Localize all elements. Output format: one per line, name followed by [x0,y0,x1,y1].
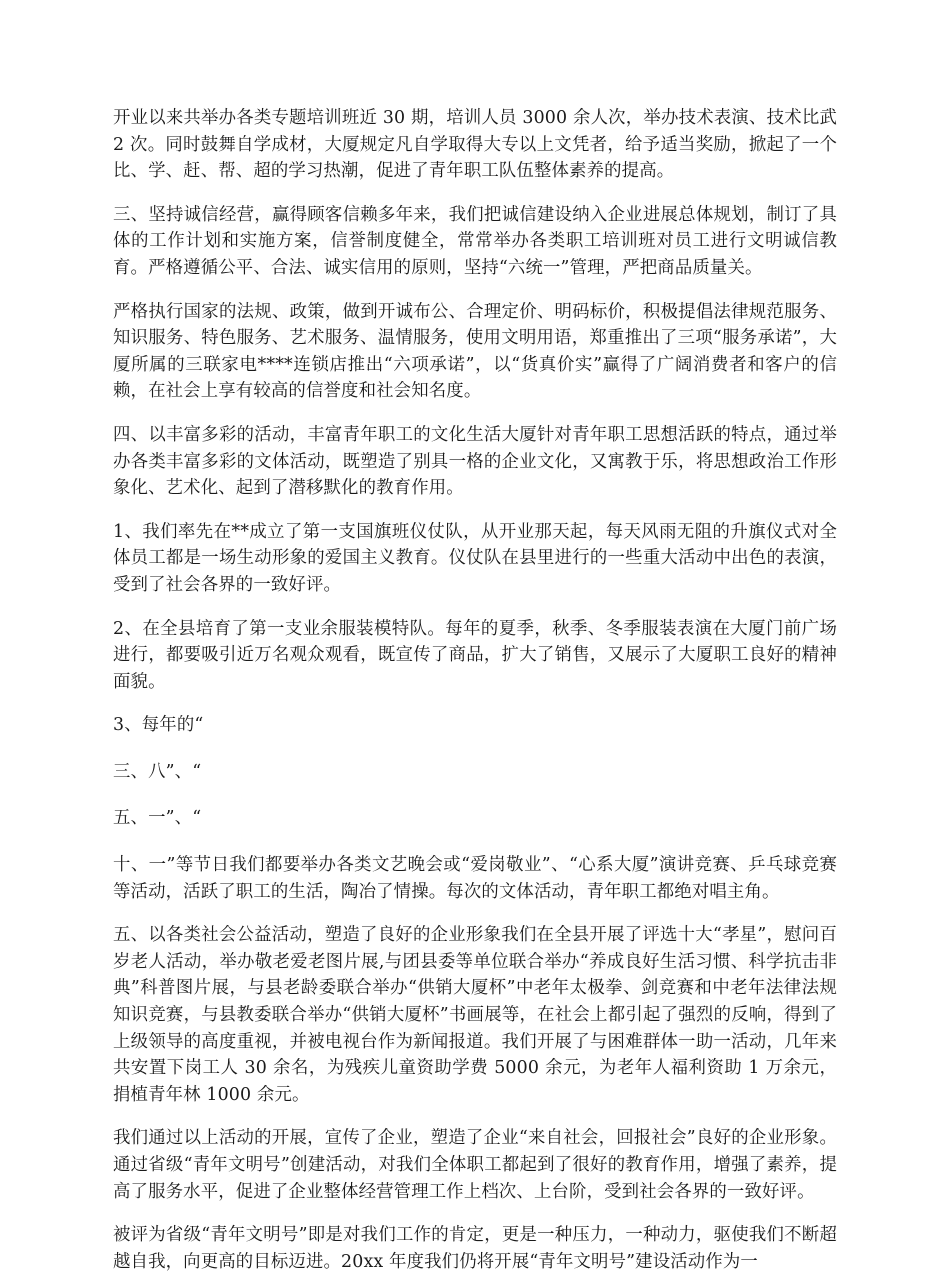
paragraph-flag-guard: 1、我们率先在**成立了第一支国旗班仪仗队，从开业那天起，每天风雨无阻的升旗仪式对全体员工都是一场生动形象的爱国主义教育。仪仗队在县里进行的一些重大活动中出色的表演，受到了社会各界的一致好评。 [113,521,837,595]
paragraph-festival-march: 三、八”、“ [113,761,202,782]
paragraph-image: 我们通过以上活动的开展，宣传了企业，塑造了企业“来自社会，回报社会”良好的企业形象。通过省级“青年文明号”创建活动，对我们全体职工都起到了很好的教育作用，增强了素养，提高了服务水平，促进了企业整体经营管理工作上档次、上台阶，受到社会各界的一致好评。 [113,1128,837,1202]
paragraph-public-welfare: 五、以各类社会公益活动，塑造了良好的企业形象我们在全县开展了评选十大“孝星”，慰问百岁老人活动，举办敬老爱老图片展,与团县委等单位联合举办“养成良好生活习惯、科学抗击非典”科普图片展，与县老龄委联合举办“供销大厦杯”中老年太极拳、剑竞赛和中老年法律法规知识竞赛，与县教委联合举办“供销大厦杯”书画展等，在社会上都引起了强烈的反响，得到了上级领导的高度重视，并被电视台作为新闻报道。我们开展了与困难群体一助一活动，几年来共安置下岗工人 30 余名，为残疾儿童资助学费 5000 余元，为老年人福利资助 1 万余元，捐植青年林 1000 余元。 [113,925,837,1105]
paragraph-training: 开业以来共举办各类专题培训班近 30 期，培训人员 3000 余人次，举办技术表演、技术比武 2 次。同时鼓舞自学成材，大厦规定凡自学取得大专以上文凭者，给予适当奖励，掀起了一个比、学、赶、帮、超的学习热潮，促进了青年职工队伍整体素养的提高。 [113,108,837,182]
paragraph-integrity: 三、坚持诚信经营，赢得顾客信赖多年来，我们把诚信建设纳入企业进展总体规划，制订了具体的工作计划和实施方案，信誉制度健全，常常举办各类职工培训班对员工进行文明诚信教育。严格遵循公平、合法、诚实信用的原则，坚持“六统一”管理，严把商品质量关。 [113,204,837,278]
paragraph-festival-may: 五、一”、“ [113,808,202,829]
paragraph-model-team: 2、在全县培育了第一支业余服装模特队。每年的夏季，秋季、冬季服装表演在大厦门前广场进行，都要吸引近万名观众观看，既宣传了商品，扩大了销售，又展示了大厦职工良好的精神面貌。 [113,618,837,692]
paragraph-festival-intro: 3、每年的“ [113,715,204,736]
paragraph-festival-october: 十、一”等节日我们都要举办各类文艺晚会或“爱岗敬业”、“心系大厦”演讲竞赛、乒乓球竞赛等活动，活跃了职工的生活，陶冶了情操。每次的文体活动，青年职工都绝对唱主角。 [113,855,837,902]
paragraph-honor: 被评为省级“青年文明号”即是对我们工作的肯定，更是一种压力，一种动力，驱使我们不断超越自我，向更高的目标迈进。20xx 年度我们仍将开展“青年文明号”建设活动作为一 [113,1225,837,1272]
paragraph-activities: 四、以丰富多彩的活动，丰富青年职工的文化生活大厦针对青年职工思想活跃的特点，通过举办各类丰富多彩的文体活动，既塑造了别具一格的企业文化，又寓教于乐，将思想政治工作形象化、艺术化、起到了潜移默化的教育作用。 [113,424,837,499]
paragraph-regulations: 严格执行国家的法规、政策，做到开诚布公、合理定价、明码标价，积极提倡法律规范服务、知识服务、特色服务、艺术服务、温情服务，使用文明用语，郑重推出了三项“服务承诺”，大厦所属的三联家电****连锁店推出“六项承诺”，以“货真价实”赢得了广阔消费者和客户的信赖，在社会上享有较高的信誉度和社会知名度。 [113,301,837,402]
